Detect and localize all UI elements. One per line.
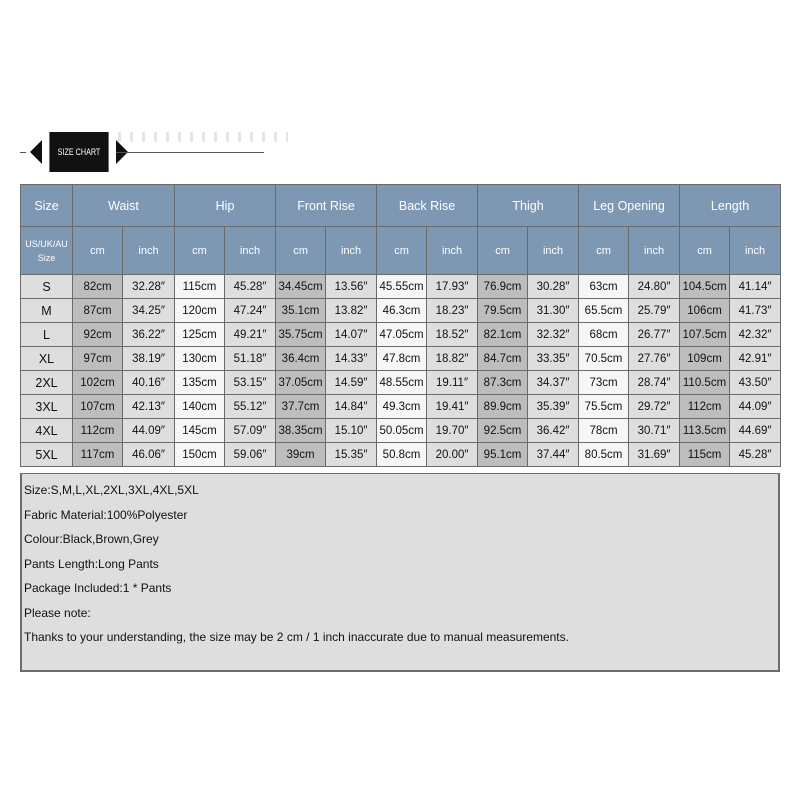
inch-value-cell: 19.70″ <box>427 419 478 443</box>
table-row <box>21 443 781 467</box>
cm-value-cell: 78cm <box>579 419 629 443</box>
cm-value-cell: 73cm <box>579 371 629 395</box>
inch-value-cell: 30.28″ <box>528 275 579 299</box>
group-header-row <box>21 185 781 227</box>
inch-value-cell: 42.91″ <box>730 347 781 371</box>
group-header-leg-opening: Leg Opening <box>579 185 680 227</box>
inch-value-cell: 43.50″ <box>730 371 781 395</box>
cm-value-cell: 46.3cm <box>377 299 427 323</box>
size-table <box>20 184 781 467</box>
cm-value-cell: 63cm <box>579 275 629 299</box>
cm-value-cell: 38.35cm <box>276 419 326 443</box>
inch-value-cell: 28.74″ <box>629 371 680 395</box>
cm-value-cell: 75.5cm <box>579 395 629 419</box>
cm-value-cell: 107cm <box>73 395 123 419</box>
inch-value-cell: 36.42″ <box>528 419 579 443</box>
inch-value-cell: 24.80″ <box>629 275 680 299</box>
table-row <box>21 275 781 299</box>
cm-value-cell: 87.3cm <box>478 371 528 395</box>
cm-value-cell: 104.5cm <box>680 275 730 299</box>
region-size-label: Size <box>37 252 56 263</box>
table-row <box>21 419 781 443</box>
size-cell: 4XL <box>21 419 73 443</box>
inch-value-cell: 47.24″ <box>225 299 276 323</box>
inch-value-cell: 55.12″ <box>225 395 276 419</box>
inch-value-cell: 44.09″ <box>730 395 781 419</box>
inch-value-cell: 32.32″ <box>528 323 579 347</box>
cm-value-cell: 117cm <box>73 443 123 467</box>
inch-value-cell: 35.39″ <box>528 395 579 419</box>
unit-cm-header: cm <box>73 227 123 275</box>
inch-value-cell: 25.79″ <box>629 299 680 323</box>
cm-value-cell: 82cm <box>73 275 123 299</box>
cm-value-cell: 125cm <box>175 323 225 347</box>
inch-value-cell: 18.52″ <box>427 323 478 347</box>
inch-value-cell: 30.71″ <box>629 419 680 443</box>
info-size-list: Size:S,M,L,XL,2XL,3XL,4XL,5XL <box>24 483 199 497</box>
badge-text: SIZE CHART <box>49 132 108 172</box>
title-decoration <box>118 132 288 142</box>
cm-value-cell: 39cm <box>276 443 326 467</box>
size-cell: L <box>21 323 73 347</box>
cm-value-cell: 36.4cm <box>276 347 326 371</box>
cm-value-cell: 92.5cm <box>478 419 528 443</box>
table-row <box>21 347 781 371</box>
inch-value-cell: 34.37″ <box>528 371 579 395</box>
unit-cm-header: cm <box>276 227 326 275</box>
cm-value-cell: 82.1cm <box>478 323 528 347</box>
inch-value-cell: 51.18″ <box>225 347 276 371</box>
inch-value-cell: 38.19″ <box>123 347 175 371</box>
cm-value-cell: 113.5cm <box>680 419 730 443</box>
group-header-front-rise: Front Rise <box>276 185 377 227</box>
cm-value-cell: 92cm <box>73 323 123 347</box>
table-row <box>21 323 781 347</box>
inch-value-cell: 31.69″ <box>629 443 680 467</box>
unit-cm-header: cm <box>478 227 528 275</box>
inch-value-cell: 41.73″ <box>730 299 781 323</box>
cm-value-cell: 80.5cm <box>579 443 629 467</box>
group-header-hip: Hip <box>175 185 276 227</box>
cm-value-cell: 130cm <box>175 347 225 371</box>
inch-value-cell: 15.35″ <box>326 443 377 467</box>
inch-value-cell: 41.14″ <box>730 275 781 299</box>
unit-cm-header: cm <box>175 227 225 275</box>
cm-value-cell: 48.55cm <box>377 371 427 395</box>
cm-value-cell: 68cm <box>579 323 629 347</box>
cm-value-cell: 115cm <box>680 443 730 467</box>
size-cell: 3XL <box>21 395 73 419</box>
cm-value-cell: 47.05cm <box>377 323 427 347</box>
inch-value-cell: 14.84″ <box>326 395 377 419</box>
cm-value-cell: 37.05cm <box>276 371 326 395</box>
cm-value-cell: 35.1cm <box>276 299 326 323</box>
title-underline <box>116 152 264 153</box>
inch-value-cell: 45.28″ <box>730 443 781 467</box>
inch-value-cell: 44.09″ <box>123 419 175 443</box>
inch-value-cell: 49.21″ <box>225 323 276 347</box>
info-pants-length: Pants Length:Long Pants <box>24 556 159 571</box>
cm-value-cell: 107.5cm <box>680 323 730 347</box>
inch-value-cell: 15.10″ <box>326 419 377 443</box>
size-cell: S <box>21 275 73 299</box>
inch-value-cell: 33.35″ <box>528 347 579 371</box>
unit-inch-header: inch <box>225 227 276 275</box>
group-header-waist: Waist <box>73 185 175 227</box>
cm-value-cell: 115cm <box>175 275 225 299</box>
cm-value-cell: 102cm <box>73 371 123 395</box>
cm-value-cell: 45.55cm <box>377 275 427 299</box>
unit-inch-header: inch <box>629 227 680 275</box>
cm-value-cell: 120cm <box>175 299 225 323</box>
unit-cm-header: cm <box>680 227 730 275</box>
info-package: Package Included:1 * Pants <box>24 581 172 595</box>
inch-value-cell: 34.25″ <box>123 299 175 323</box>
group-header-length: Length <box>680 185 781 227</box>
inch-value-cell: 13.82″ <box>326 299 377 323</box>
unit-cm-header: cm <box>579 227 629 275</box>
cm-value-cell: 76.9cm <box>478 275 528 299</box>
cm-value-cell: 65.5cm <box>579 299 629 323</box>
cm-value-cell: 84.7cm <box>478 347 528 371</box>
cm-value-cell: 112cm <box>680 395 730 419</box>
table-row <box>21 395 781 419</box>
info-colour: Colour:Black,Brown,Grey <box>24 532 159 546</box>
cm-value-cell: 140cm <box>175 395 225 419</box>
unit-inch-header: inch <box>730 227 781 275</box>
cm-value-cell: 110.5cm <box>680 371 730 395</box>
inch-value-cell: 46.06″ <box>123 443 175 467</box>
inch-value-cell: 45.28″ <box>225 275 276 299</box>
unit-inch-header: inch <box>123 227 175 275</box>
inch-value-cell: 14.59″ <box>326 371 377 395</box>
table-row <box>21 371 781 395</box>
inch-value-cell: 53.15″ <box>225 371 276 395</box>
cm-value-cell: 50.05cm <box>377 419 427 443</box>
unit-inch-header: inch <box>326 227 377 275</box>
cm-value-cell: 150cm <box>175 443 225 467</box>
inch-value-cell: 27.76″ <box>629 347 680 371</box>
size-cell: 5XL <box>21 443 73 467</box>
cm-value-cell: 47.8cm <box>377 347 427 371</box>
info-note-text: Thanks to your understanding, the size may be 2 cm / 1 inch inaccurate due to manual measurements. <box>24 630 569 644</box>
unit-inch-header: inch <box>528 227 579 275</box>
cm-value-cell: 109cm <box>680 347 730 371</box>
inch-value-cell: 26.77″ <box>629 323 680 347</box>
size-header: Size <box>21 185 73 227</box>
info-note-heading: Please note: <box>24 605 91 620</box>
inch-value-cell: 37.44″ <box>528 443 579 467</box>
inch-value-cell: 19.41″ <box>427 395 478 419</box>
inch-value-cell: 32.28″ <box>123 275 175 299</box>
size-cell: XL <box>21 347 73 371</box>
cm-value-cell: 87cm <box>73 299 123 323</box>
cm-value-cell: 89.9cm <box>478 395 528 419</box>
size-cell: M <box>21 299 73 323</box>
table-row <box>21 299 781 323</box>
cm-value-cell: 95.1cm <box>478 443 528 467</box>
inch-value-cell: 17.93″ <box>427 275 478 299</box>
inch-value-cell: 18.82″ <box>427 347 478 371</box>
cm-value-cell: 50.8cm <box>377 443 427 467</box>
cm-value-cell: 112cm <box>73 419 123 443</box>
unit-cm-header: cm <box>377 227 427 275</box>
cm-value-cell: 35.75cm <box>276 323 326 347</box>
inch-value-cell: 14.07″ <box>326 323 377 347</box>
inch-value-cell: 59.06″ <box>225 443 276 467</box>
size-chart-title <box>18 128 280 176</box>
size-table-body <box>21 275 781 467</box>
inch-value-cell: 19.11″ <box>427 371 478 395</box>
cm-value-cell: 70.5cm <box>579 347 629 371</box>
region-size-header <box>21 227 73 275</box>
cm-value-cell: 34.45cm <box>276 275 326 299</box>
inch-value-cell: 29.72″ <box>629 395 680 419</box>
unit-inch-header: inch <box>427 227 478 275</box>
cm-value-cell: 79.5cm <box>478 299 528 323</box>
inch-value-cell: 20.00″ <box>427 443 478 467</box>
badge-left-arrow <box>30 140 42 164</box>
inch-value-cell: 31.30″ <box>528 299 579 323</box>
cm-value-cell: 97cm <box>73 347 123 371</box>
group-header-thigh: Thigh <box>478 185 579 227</box>
inch-value-cell: 57.09″ <box>225 419 276 443</box>
size-cell: 2XL <box>21 371 73 395</box>
info-fabric: Fabric Material:100%Polyester <box>24 507 188 522</box>
unit-header-row <box>21 227 781 275</box>
group-header-back-rise: Back Rise <box>377 185 478 227</box>
cm-value-cell: 37.7cm <box>276 395 326 419</box>
inch-value-cell: 44.69″ <box>730 419 781 443</box>
cm-value-cell: 49.3cm <box>377 395 427 419</box>
size-table-wrapper <box>20 184 780 467</box>
region-label: US/UK/AU <box>25 238 68 249</box>
cm-value-cell: 135cm <box>175 371 225 395</box>
title-dash <box>20 152 26 153</box>
product-info-box <box>20 473 780 672</box>
cm-value-cell: 145cm <box>175 419 225 443</box>
inch-value-cell: 14.33″ <box>326 347 377 371</box>
inch-value-cell: 40.16″ <box>123 371 175 395</box>
inch-value-cell: 42.32″ <box>730 323 781 347</box>
inch-value-cell: 42.13″ <box>123 395 175 419</box>
inch-value-cell: 13.56″ <box>326 275 377 299</box>
cm-value-cell: 106cm <box>680 299 730 323</box>
inch-value-cell: 36.22″ <box>123 323 175 347</box>
inch-value-cell: 18.23″ <box>427 299 478 323</box>
